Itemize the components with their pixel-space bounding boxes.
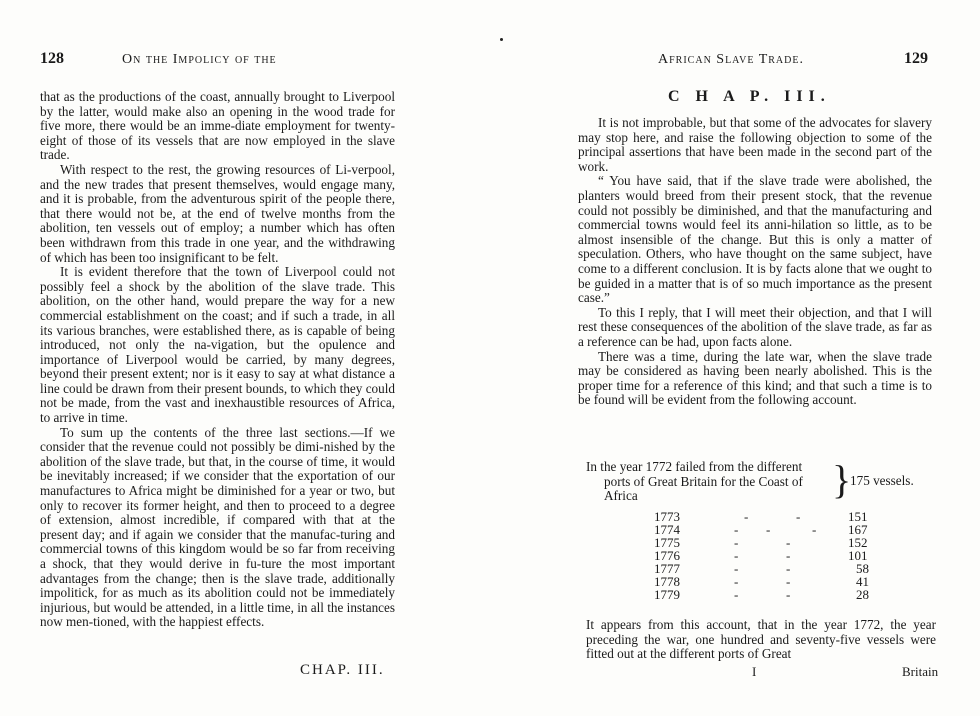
dash: - [734, 547, 739, 563]
chapter-heading: C H A P. III. [668, 88, 831, 105]
table-row [586, 562, 942, 575]
table-year: 1779 [654, 586, 680, 602]
dash: - [734, 573, 739, 589]
dash: - [744, 508, 749, 524]
table-count: 58 [856, 560, 869, 576]
right-page [490, 0, 980, 716]
dash: - [796, 508, 801, 524]
closing-paragraph [586, 618, 936, 662]
chapter-footer-heading: CHAP. III. [300, 662, 385, 678]
table-year: 1778 [654, 573, 680, 589]
dash: - [786, 534, 791, 550]
paragraph: It appears from this account, that in the year 1772, the year preceding the war, one hundred and seventy-five vessels were fitted out at the different ports of Great [586, 617, 936, 662]
table-row [586, 588, 942, 601]
table-count: 41 [856, 573, 869, 589]
right-body-text [578, 116, 932, 408]
paragraph: It is evident therefore that the town of Liverpool could not possibly feel a shock by the abolition of the slave trade. This abolition, on the other hand, would prepare the way for a new commercial establishment on the coast; and if such a trade, in all its various branches, were established there, as is capable of being introduced, not only the na-vigation, but the opulence and importance of Liverpool would be carried, by many degrees, beyond their present extent; nor is it easy to say at what distance a line could be drawn from their present bounds, to which they could not be made, from the vast and inexhaustible resources of Africa, to arrive in time. [40, 264, 395, 426]
vessel-table [586, 457, 942, 602]
paragraph: “ You have said, that if the slave trade were abolished, the planters would breed from their present stock, that the revenue could not possibly be diminished, and that the manufacturing and commercial towns would feel its anni-hilation so little, as to be almost insensible of the change. But this is only a matter of speculation. Others, who have thought on the same subject, have come to a different conclusion. It is by facts alone that we ought to be guided in a matter that is of so much importance as the present case.” [578, 173, 932, 306]
catchword: Britain [902, 664, 939, 679]
paragraph: There was a time, during the late war, when the slave trade may be considered as having been nearly abolished. This is the proper time for a reference of this kind; and that such a time is to be found will be evident from the following account. [578, 348, 932, 408]
table-row [586, 536, 942, 549]
table-intro-line: ports of Great Britain for the Coast of [604, 473, 803, 489]
table-row [586, 523, 942, 536]
table-count: 151 [848, 508, 868, 524]
table-total: 175 vessels. [850, 473, 914, 488]
table-count: 101 [848, 547, 868, 563]
table-count: 167 [848, 521, 868, 537]
table-rows [586, 510, 942, 601]
dash: - [786, 573, 791, 589]
running-head-left: On the Impolicy of the [122, 52, 277, 67]
dash: - [734, 560, 739, 576]
table-year: 1776 [654, 547, 680, 563]
dash: - [734, 521, 739, 537]
table-count: 152 [848, 534, 868, 550]
paragraph: To sum up the contents of the three last sections.—If we consider that the revenue could not possibly be dimi-nished by the abolition of the slave trade, but that, in the course of time, it would be inevitably increased; if we consider that the exportation of our manufactures to Africa might be diminished for a year or two, but only to recover its former height, and then to proceed to a degree of extension, almost incredible, if compared with that at the present day; and if again we consider that the manufac-turing and commercial towns of this kingdom would be so far from receiving a shock, that they would derive in fu-ture the most important advantages from the change; then is the slave trade, additionally impolitick, for as much as its abolition could not be immediately injurious, but would be attended, in a little time, in all the instances now men-tioned, with the happiest effects. [40, 424, 395, 630]
paragraph: It is not improbable, but that some of the advocates for slavery may stop here, and raise the following objection to some of the principal assertions that have been made in the second part of the work. [578, 115, 932, 174]
table-intro-line: Africa [604, 488, 638, 504]
dash: - [786, 560, 791, 576]
page-number-left: 128 [40, 50, 64, 67]
dash: - [766, 521, 771, 537]
dash: - [812, 521, 817, 537]
table-year: 1773 [654, 508, 680, 524]
table-intro-line: In the year 1772 failed from the different [586, 459, 803, 474]
table-count: 28 [856, 586, 869, 602]
dash: - [786, 547, 791, 563]
paragraph: To this I reply, that I will meet their objection, and that I will rest these consequences of the abolition of the slave trade, as far as a reference can be had, upon facts alone. [578, 304, 932, 349]
brace-glyph: } [832, 457, 852, 502]
paragraph: With respect to the rest, the growing resources of Li-verpool, and the new trades that present themselves, would engage many, and it is probable, from the adventurous spirit of the people there, that there would not be, at the end of twelve months from the abolition, ten vessels out of employ; a number which has often been withdrawn from this trade in one year, and the withdrawing of which has been too insignificant to be felt. [40, 161, 395, 265]
left-body-text [40, 90, 395, 630]
dash: - [786, 586, 791, 602]
table-year: 1775 [654, 534, 680, 550]
table-year: 1777 [654, 560, 680, 576]
table-year: 1774 [654, 521, 680, 537]
paragraph: that as the productions of the coast, annually brought to Liverpool by the latter, would make also an opening in the wood trade for five more, there would be an imme-diate employment for twenty-eight of those of its vessels that are now employed in the slave trade. [40, 89, 395, 163]
table-row [586, 549, 942, 562]
signature-mark: I [752, 664, 757, 679]
dash: - [734, 586, 739, 602]
page-number-right: 129 [904, 50, 928, 67]
running-head-right: African Slave Trade. [658, 52, 804, 67]
dash: - [734, 534, 739, 550]
table-row [586, 575, 942, 588]
table-row [586, 510, 942, 523]
